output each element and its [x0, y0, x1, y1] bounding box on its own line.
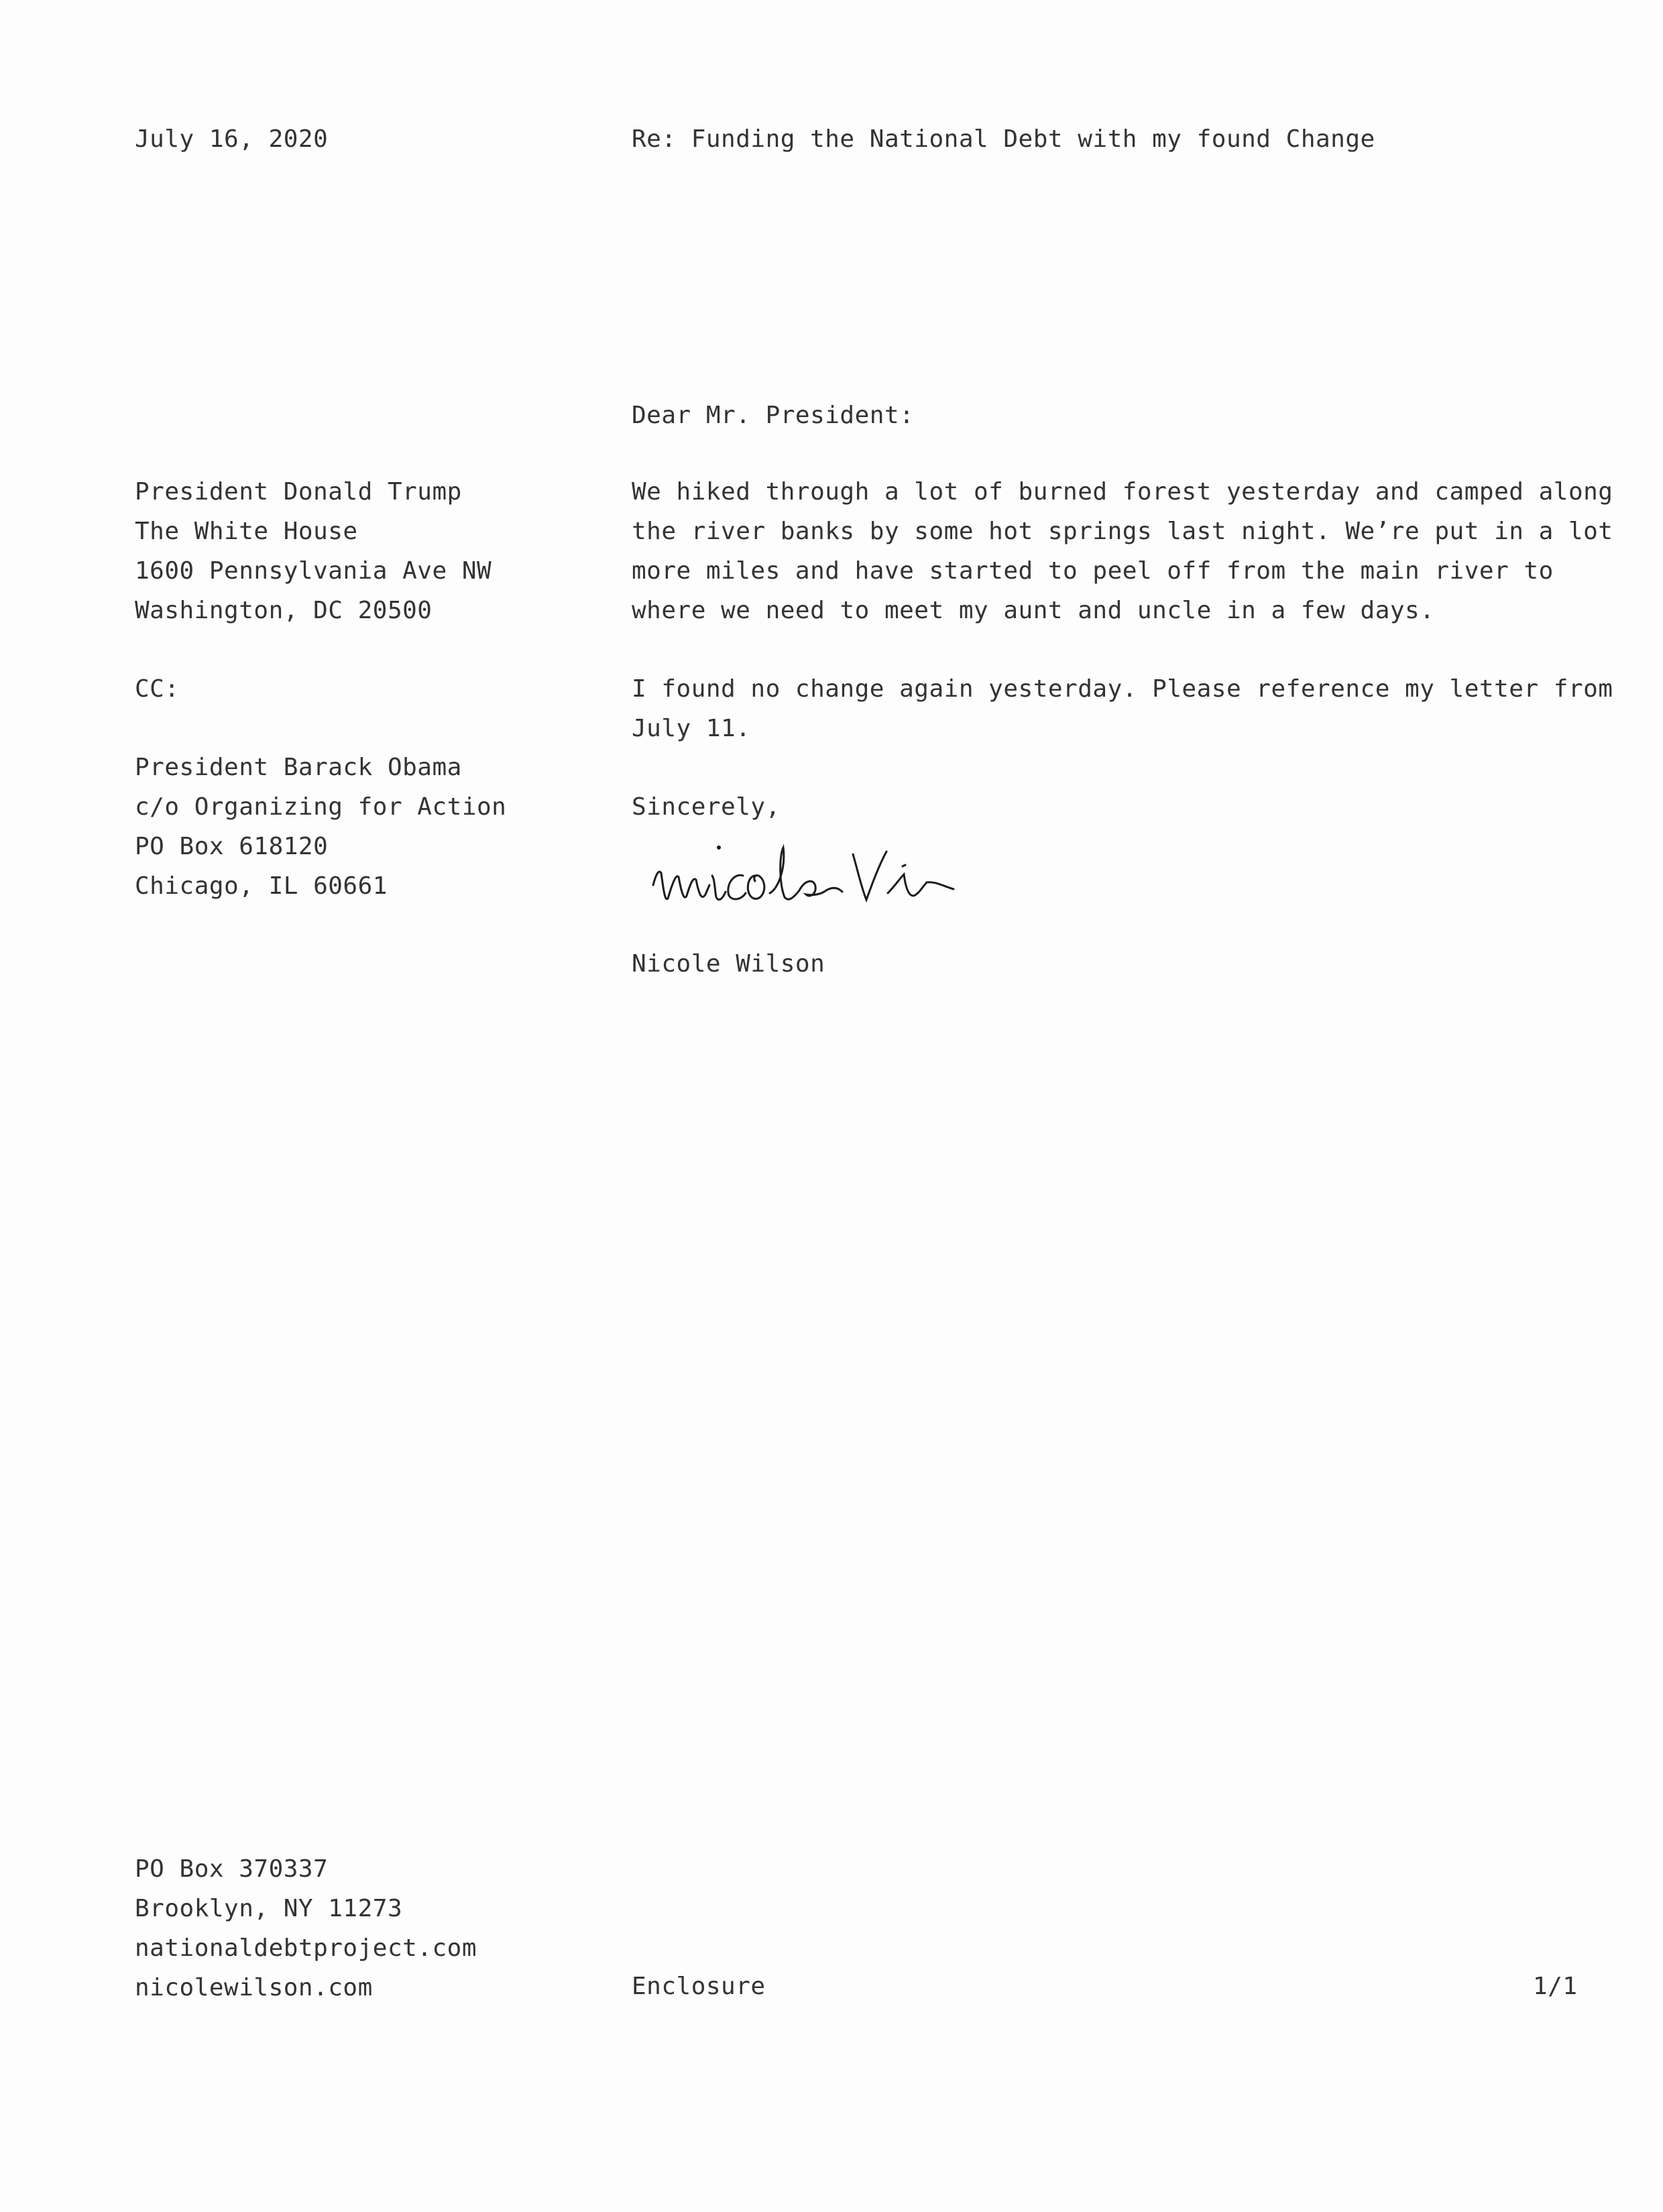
recipient-address-line: The White House — [135, 518, 358, 545]
cc-address-line: c/o Organizing for Action — [135, 793, 507, 821]
body-line: where we need to meet my aunt and uncle in a few days. — [632, 597, 1435, 624]
salutation: Dear Mr. President: — [632, 402, 915, 429]
cc-recipient-address — [135, 756, 506, 914]
cc-address-line: Chicago, IL 60661 — [135, 872, 388, 900]
body-paragraph-2 — [632, 677, 1613, 756]
body-line: July 11. — [632, 715, 751, 742]
cc-address-line: President Barack Obama — [135, 754, 462, 781]
recipient-address — [135, 480, 492, 638]
sender-website: nationaldebtproject.com — [135, 1934, 477, 1962]
body-line: I found no change again yesterday. Please reference my letter from — [632, 675, 1613, 703]
cc-address-line: PO Box 618120 — [135, 833, 329, 860]
cc-label: CC: — [135, 675, 180, 703]
letter-subject: Re: Funding the National Debt with my found Change — [632, 125, 1375, 153]
enclosure-note: Enclosure — [632, 1973, 766, 2000]
recipient-address-line: Washington, DC 20500 — [135, 597, 433, 624]
recipient-address-line: 1600 Pennsylvania Ave NW — [135, 557, 492, 585]
sender-website: nicolewilson.com — [135, 1974, 373, 2001]
closing: Sincerely, — [632, 793, 781, 821]
handwritten-signature — [645, 831, 960, 919]
sender-address-line: PO Box 370337 — [135, 1855, 329, 1883]
body-line: We hiked through a lot of burned forest yesterday and camped along — [632, 478, 1613, 506]
body-line: more miles and have started to peel off from the main river to — [632, 557, 1554, 585]
body-paragraph-1 — [632, 480, 1613, 638]
body-line: the river banks by some hot springs last night. We’re put in a lot — [632, 518, 1613, 545]
recipient-address-line: President Donald Trump — [135, 478, 462, 506]
sender-address-line: Brooklyn, NY 11273 — [135, 1895, 403, 1922]
page-number: 1/1 — [1533, 1973, 1578, 2000]
letter-date: July 16, 2020 — [135, 125, 329, 153]
sender-address — [135, 1857, 477, 2016]
signer-name: Nicole Wilson — [632, 950, 825, 978]
